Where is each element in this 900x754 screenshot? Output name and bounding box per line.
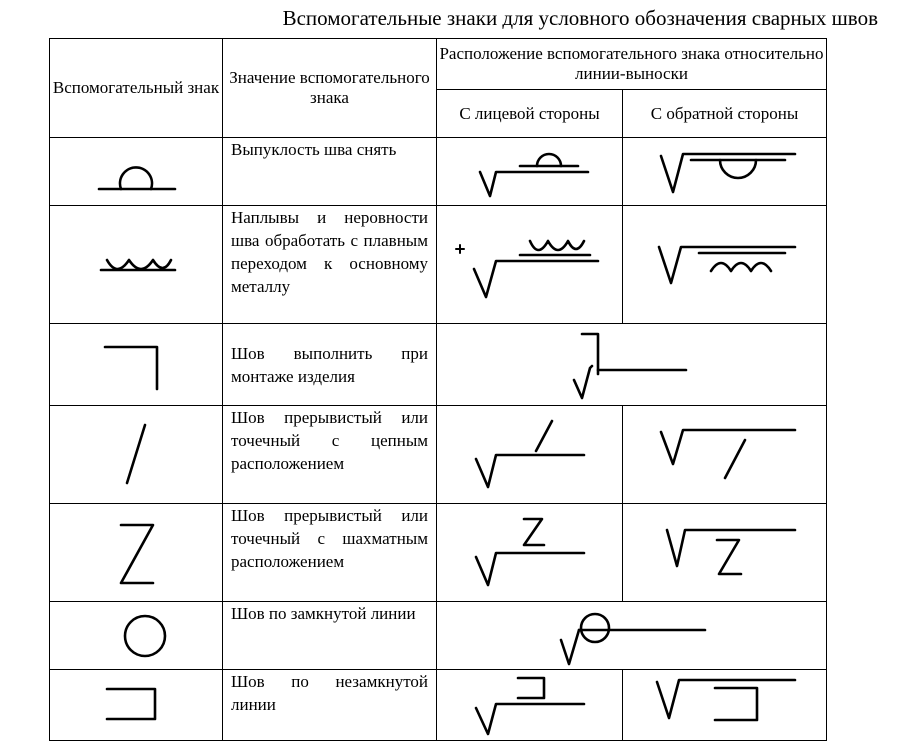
position-closed <box>437 602 827 670</box>
welding-signs-table <box>49 38 827 741</box>
front-open-icon <box>460 672 600 738</box>
back-chain-icon <box>645 420 805 490</box>
header-sign: Вспомогательный знак <box>50 39 223 138</box>
back-convexity-icon <box>645 142 805 202</box>
back-smoothing <box>623 206 827 324</box>
row-meaning: Шов выполнить при монтаже изделия <box>223 324 437 406</box>
back-chain <box>623 406 827 504</box>
smoothing-icon <box>91 240 181 290</box>
front-staggered-icon <box>460 513 600 593</box>
row-meaning: Выпуклость шва снять <box>223 138 437 206</box>
sign-convexity <box>50 138 223 206</box>
front-convexity-icon <box>460 142 600 202</box>
row-meaning: Наплывы и неровности шва обработать с плавным переходом к основному металлу <box>223 206 437 324</box>
header-front: С лицевой стороны <box>437 90 623 138</box>
row-meaning: Шов по замкнутой линии <box>223 602 437 670</box>
front-smoothing <box>437 206 623 324</box>
convexity-icon <box>91 147 181 197</box>
front-chain-icon <box>460 415 600 495</box>
back-staggered <box>623 504 827 602</box>
sign-chain <box>50 406 223 504</box>
row-meaning: Шов прерывистый или точечный с шахматным расположением <box>223 504 437 602</box>
header-meaning: Значение вспомогательного знака <box>223 39 437 138</box>
sign-assembly <box>50 324 223 406</box>
back-smoothing-icon <box>645 235 805 295</box>
page-title: Вспомогательные знаки для условного обозначения сварных швов <box>282 6 878 30</box>
sign-closed <box>50 602 223 670</box>
chain-slash-icon <box>91 415 181 495</box>
assembly-position-icon <box>562 328 702 402</box>
staggered-z-icon <box>91 513 181 593</box>
front-staggered <box>437 504 623 602</box>
front-open <box>437 670 623 741</box>
header-position: Расположение вспомогательного знака относительно линии-выноски <box>437 39 827 90</box>
row-meaning: Шов прерывистый или точечный с цепным расположением <box>223 406 437 504</box>
position-assembly <box>437 324 827 406</box>
front-chain <box>437 406 623 504</box>
row-meaning: Шов по незамкнутой линии <box>223 670 437 741</box>
open-bracket-icon <box>91 675 181 735</box>
back-open <box>623 670 827 741</box>
front-convexity <box>437 138 623 206</box>
assembly-icon <box>91 335 181 395</box>
closed-circle-icon <box>91 606 181 666</box>
back-open-icon <box>645 672 805 738</box>
closed-position-icon <box>547 604 717 668</box>
sign-open <box>50 670 223 741</box>
sign-smoothing <box>50 206 223 324</box>
back-staggered-icon <box>645 518 805 588</box>
back-convexity <box>623 138 827 206</box>
sign-staggered <box>50 504 223 602</box>
front-smoothing-icon <box>450 225 610 305</box>
header-back: С обратной стороны <box>623 90 827 138</box>
